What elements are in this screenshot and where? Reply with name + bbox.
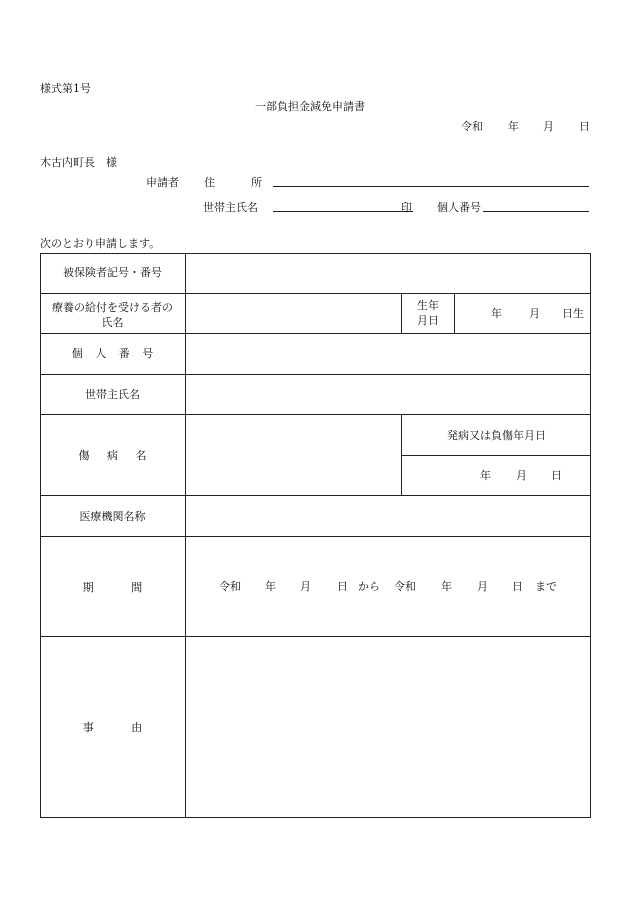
reason-label	[40, 721, 185, 736]
onset-column-divider	[401, 414, 402, 495]
personal-number-char: 人	[95, 347, 107, 360]
address-label-second: 所	[251, 176, 262, 189]
personal-number-row-label	[40, 347, 185, 362]
disease-name-char: 傷	[78, 449, 90, 462]
period-char: 間	[131, 581, 143, 594]
period-day-start: 日	[337, 580, 348, 593]
seal-mark: 印	[401, 201, 412, 214]
date-year: 年	[508, 120, 519, 133]
application-form-table	[40, 253, 591, 818]
disease-name-field[interactable]	[186, 415, 400, 495]
reason-field[interactable]	[186, 637, 590, 816]
period-label	[40, 581, 185, 596]
period-month-end: 月	[477, 580, 488, 593]
personal-number-char: 個	[71, 347, 83, 360]
birth-month: 月	[529, 307, 540, 320]
personal-number-field[interactable]	[483, 211, 589, 212]
recipient-name-field[interactable]	[186, 294, 400, 333]
address-label-first: 住	[204, 176, 215, 189]
period-month-start: 月	[300, 580, 311, 593]
period-from: から	[358, 580, 380, 593]
period-era-end: 令和	[394, 580, 416, 593]
onset-year: 年	[480, 469, 491, 482]
medical-institution-label: 医療機関名称	[79, 510, 146, 523]
applicant-label: 申請者	[146, 176, 179, 189]
reason-char: 事	[82, 721, 94, 734]
disease-name-char: 名	[135, 449, 147, 462]
document-title: 一部負担金減免申請書	[255, 100, 365, 113]
household-head-field[interactable]	[186, 375, 590, 414]
form-number: 様式第1号	[40, 82, 91, 95]
date-era: 令和	[461, 120, 483, 133]
medical-institution-field[interactable]	[186, 496, 590, 535]
row-divider	[40, 536, 591, 537]
disease-name-char: 病	[107, 449, 118, 462]
birth-label-divider-right	[454, 293, 455, 333]
period-until: まで	[535, 580, 557, 593]
onset-day: 日	[551, 469, 562, 482]
birth-date-label	[402, 299, 454, 329]
personal-number-char: 号	[142, 347, 154, 360]
date-day: 日	[579, 120, 590, 133]
household-head-label: 世帯主氏名	[85, 388, 140, 401]
intro-text: 次のとおり申請します。	[40, 237, 161, 250]
birth-date-label-line2: 月日	[417, 313, 439, 327]
personal-number-row-field[interactable]	[186, 334, 590, 373]
period-day-end: 日	[512, 580, 523, 593]
address-field[interactable]	[273, 186, 589, 187]
birth-day: 日生	[562, 307, 584, 320]
personal-number-label: 個人番号	[437, 201, 481, 214]
birth-year: 年	[491, 307, 502, 320]
reason-char: 由	[131, 721, 143, 734]
personal-number-char: 番	[118, 347, 130, 360]
disease-name-label	[40, 449, 185, 464]
insured-number-label: 被保険者記号・番号	[63, 266, 162, 279]
recipient-name-label	[40, 301, 185, 331]
birth-date-label-line1: 生年	[417, 299, 439, 312]
onset-date-label: 発病又は負傷年月日	[447, 429, 546, 442]
recipient-name-label-line2: 氏名	[101, 315, 124, 329]
period-year-start: 年	[265, 580, 276, 593]
period-era-start: 令和	[219, 580, 241, 593]
period-char: 期	[82, 581, 94, 594]
addressee: 木古内町長 様	[40, 156, 117, 169]
recipient-name-label-line1: 療養の給付を受ける者の	[52, 301, 173, 314]
period-year-end: 年	[441, 580, 452, 593]
onset-divider	[401, 455, 591, 456]
date-month: 月	[543, 120, 554, 133]
insured-number-field[interactable]	[186, 254, 590, 293]
head-name-label: 世帯主氏名	[203, 201, 258, 214]
onset-month: 月	[516, 469, 527, 482]
head-name-field[interactable]	[273, 211, 413, 212]
